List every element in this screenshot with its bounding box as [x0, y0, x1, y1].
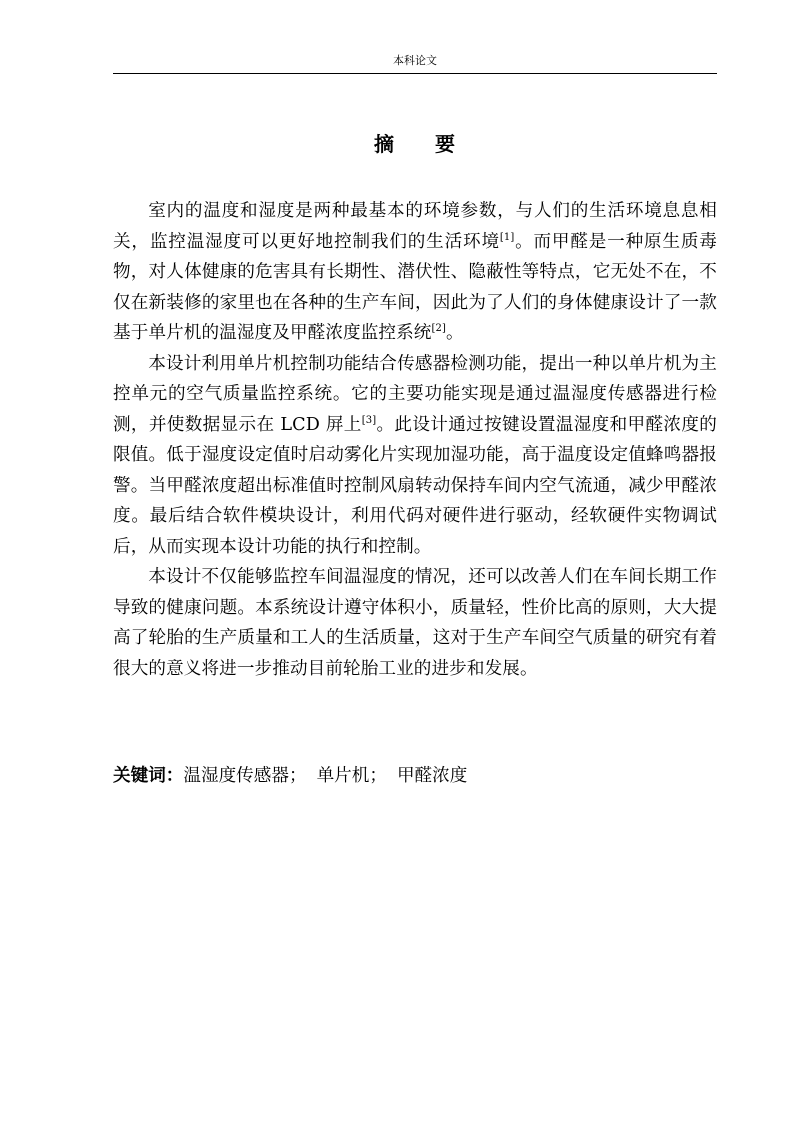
abstract-title-char-2: 要	[435, 132, 456, 156]
paragraph-text: 本设计利用单片机控制功能结合传感器检测功能，提出一种以单片机为主控单元的空气质量监控系统。它的主要功能实现是通过温湿度传感器进行检测，并使数据显示在 LCD 屏上	[113, 353, 717, 435]
keyword-item: 单片机；	[316, 766, 387, 786]
abstract-title-char-1: 摘	[374, 132, 395, 156]
abstract-body	[113, 196, 717, 684]
abstract-paragraph-3	[113, 562, 717, 684]
keywords-label: 关键词：	[113, 765, 184, 786]
paragraph-text: 。此设计通过按键设置温湿度和甲醛浓度的限值。低于湿度设定值时启动雾化片实现加湿功能，高于温度设定值蜂鸣器报警。当甲醛浓度超出标准值时控制风扇转动保持车间内空气流通，减少甲醛浓度。最后结合软件模块设计，利用代码对硬件进行驱动，经软硬件实物调试后，从而实现本设计功能的执行和控制。	[113, 414, 717, 557]
paragraph-text: 室内的温度和湿度是两种最基本的环境参数，与人们的生活环境息息相关，监控温湿度可以更好地控制我们的生活环境	[113, 201, 717, 252]
citation-2: [2]	[431, 323, 446, 334]
abstract-paragraph-2	[113, 349, 717, 563]
paragraph-text: 本设计不仅能够监控车间温湿度的情况，还可以改善人们在车间长期工作导致的健康问题。本系统设计遵守体积小，质量轻，性价比高的原则，大大提高了轮胎的生产质量和工人的生活质量，这对于生产车间空气质量的研究有着很大的意义将进一步推动目前轮胎工业的进步和发展。	[113, 567, 717, 679]
paragraph-text: 。而甲醛是一种原生质毒物，对人体健康的危害具有长期性、潜伏性、隐蔽性等特点，它无处不在，不仅在新装修的家里也在各种的生产车间，因此为了人们的身体健康设计了一款基于单片机的温湿度及甲醛浓度监控系统	[113, 231, 717, 343]
keywords-line	[113, 762, 717, 790]
keyword-item: 温湿度传感器；	[183, 766, 307, 786]
abstract-title	[113, 130, 717, 158]
paragraph-text: 。	[445, 323, 464, 343]
abstract-paragraph-1	[113, 196, 717, 349]
header-rule	[113, 73, 717, 74]
citation-1: [1]	[499, 231, 515, 243]
keyword-item: 甲醛浓度	[396, 766, 468, 786]
citation-3: [3]	[361, 414, 377, 426]
running-header: 本科论文	[393, 54, 437, 67]
